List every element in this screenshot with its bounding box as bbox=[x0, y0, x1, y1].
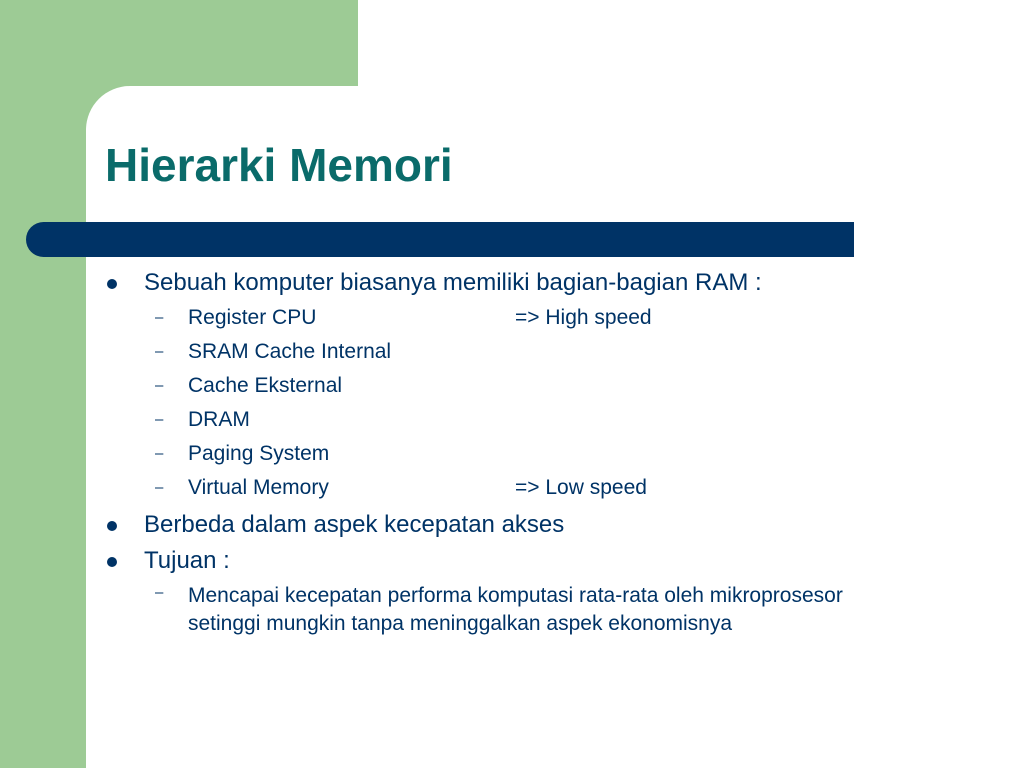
sub-list bbox=[100, 579, 890, 638]
sub-item-label: SRAM Cache Internal bbox=[188, 340, 392, 363]
sub-item bbox=[100, 335, 890, 369]
sub-list bbox=[100, 301, 890, 505]
slide-title: Hierarki Memori bbox=[105, 139, 453, 191]
bullet-item: Tujuan : bbox=[100, 543, 890, 579]
sub-item-note: => Low speed bbox=[515, 476, 647, 499]
sub-item bbox=[100, 437, 890, 471]
sub-item bbox=[100, 301, 890, 335]
sub-item bbox=[100, 403, 890, 437]
sub-item-label: Paging System bbox=[188, 442, 330, 465]
sub-item-note: => High speed bbox=[515, 306, 652, 329]
sub-item-label: DRAM bbox=[188, 408, 250, 431]
sub-item bbox=[100, 369, 890, 403]
title-underline-bar bbox=[26, 222, 854, 257]
slide-body bbox=[100, 265, 890, 640]
bullet-item: Sebuah komputer biasanya memiliki bagian-bagian RAM : bbox=[100, 265, 890, 301]
bullet-item: Berbeda dalam aspek kecepatan akses bbox=[100, 507, 890, 543]
sub-item-label: Cache Eksternal bbox=[188, 374, 343, 397]
sub-item bbox=[100, 471, 890, 505]
sub-item: – Mencapai kecepatan performa komputasi rata-rata oleh mikroprosesor setinggi mungkin tanpa meninggalkan aspek ekonomisnya bbox=[100, 579, 890, 638]
sub-item-label: Virtual Memory bbox=[188, 476, 329, 499]
decor-green-left bbox=[0, 0, 86, 768]
sub-item-label: Register CPU bbox=[188, 306, 317, 329]
